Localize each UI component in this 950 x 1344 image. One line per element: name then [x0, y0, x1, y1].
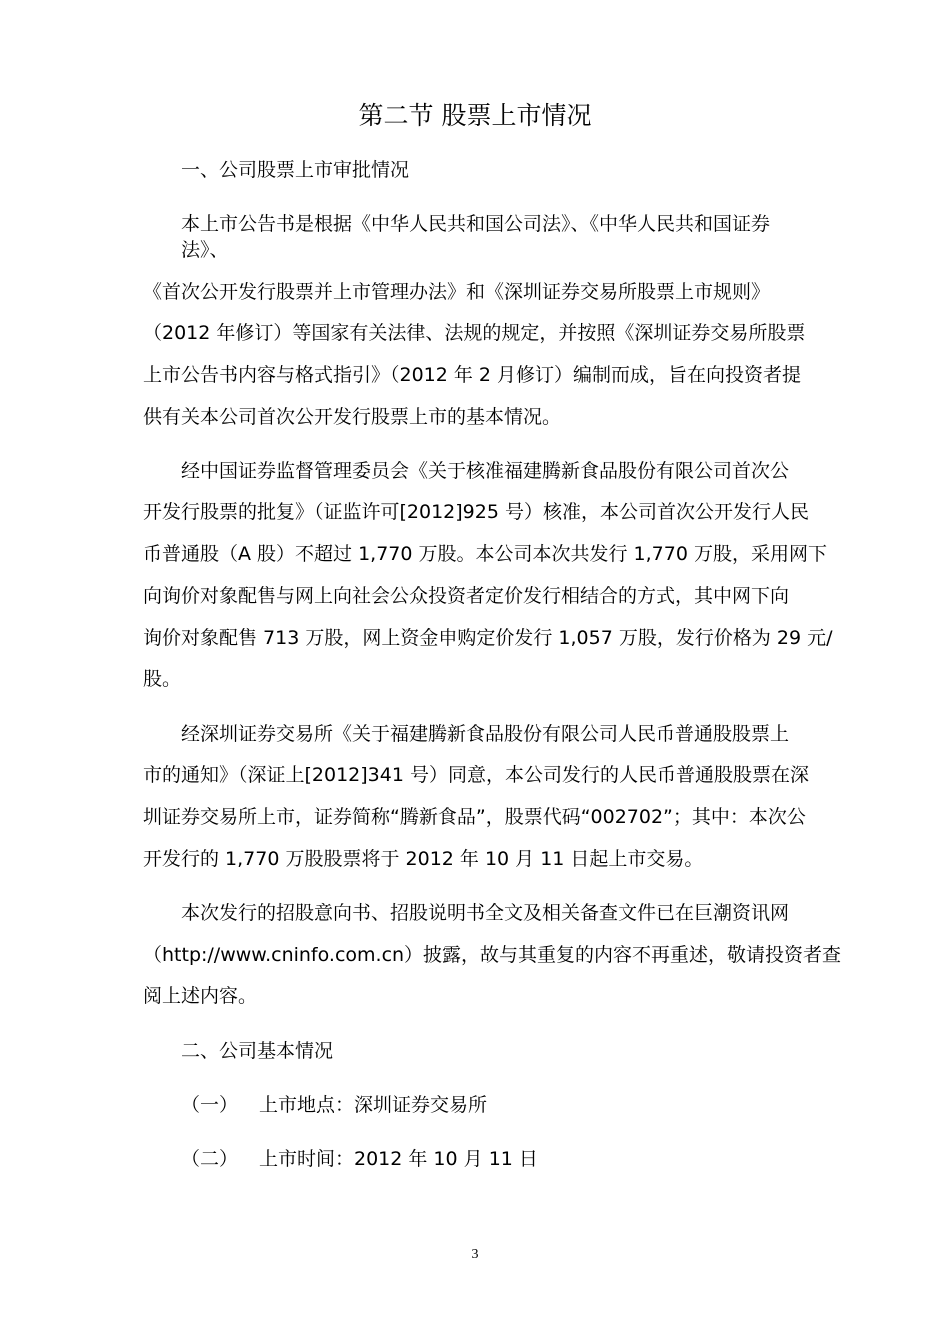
paragraph-2-line-2: 开发行股票的批复》（证监许可[2012]925 号）核准，本公司首次公开发行人民 — [143, 501, 809, 523]
paragraph-2-line-4: 向询价对象配售与网上向社会公众投资者定价发行相结合的方式，其中网下向 — [143, 585, 790, 607]
heading-approval: 一、公司股票上市审批情况 — [181, 159, 410, 181]
paragraph-2-line-3: 币普通股（A 股）不超过 1,770 万股。本公司本次共发行 1,770 万股，采用网下 — [143, 543, 827, 565]
list-item-label: （二） — [181, 1148, 239, 1170]
paragraph-2-line-5: 询价对象配售 713 万股，网上资金申购定价发行 1,057 万股，发行价格为 29 元/ — [143, 627, 833, 649]
paragraph-1-line-6: 供有关本公司首次公开发行股票上市的基本情况。 — [143, 406, 562, 428]
list-item-text: 上市地点：深圳证券交易所 — [259, 1094, 488, 1116]
paragraph-1-line-1: 本上市公告书是根据《中华人民共和国公司法》、《中华人民共和国证券 — [181, 213, 771, 235]
paragraph-2-line-6: 股。 — [143, 668, 182, 690]
paragraph-1-line-2: 法》、 — [181, 239, 229, 261]
section-title: 第二节 股票上市情况 — [358, 101, 592, 130]
paragraph-4-line-2: （http://www.cninfo.com.cn）披露，故与其重复的内容不再重述，敬请投资者查 — [143, 944, 842, 966]
list-item-text: 上市时间：2012 年 10 月 11 日 — [259, 1148, 538, 1170]
paragraph-2-line-1: 经中国证券监督管理委员会《关于核准福建腾新食品股份有限公司首次公 — [181, 460, 790, 482]
paragraph-4-line-1: 本次发行的招股意向书、招股说明书全文及相关备查文件已在巨潮资讯网 — [181, 902, 790, 924]
paragraph-1-line-5: 上市公告书内容与格式指引》（2012 年 2 月修订）编制而成，旨在向投资者提 — [143, 364, 802, 386]
paragraph-3-line-1: 经深圳证券交易所《关于福建腾新食品股份有限公司人民币普通股股票上 — [181, 723, 790, 745]
list-item-listing-date — [181, 1146, 538, 1172]
paragraph-1-line-3: 《首次公开发行股票并上市管理办法》和《深圳证券交易所股票上市规则》 — [143, 281, 771, 303]
paragraph-3-line-3: 圳证券交易所上市，证券简称“腾新食品”，股票代码“002702”；其中：本次公 — [143, 806, 806, 828]
paragraph-4-line-3: 阅上述内容。 — [143, 985, 258, 1007]
heading-company-info: 二、公司基本情况 — [181, 1040, 334, 1062]
paragraph-1-line-4: （2012 年修订）等国家有关法律、法规的规定，并按照《深圳证券交易所股票 — [143, 322, 806, 344]
list-item-listing-venue — [181, 1092, 487, 1118]
paragraph-3-line-4: 开发行的 1,770 万股股票将于 2012 年 10 月 11 日起上市交易。 — [143, 848, 704, 870]
list-item-label: （一） — [181, 1094, 239, 1116]
page-number: 3 — [471, 1247, 479, 1262]
paragraph-3-line-2: 市的通知》（深证上[2012]341 号）同意，本公司发行的人民币普通股股票在深 — [143, 764, 809, 786]
